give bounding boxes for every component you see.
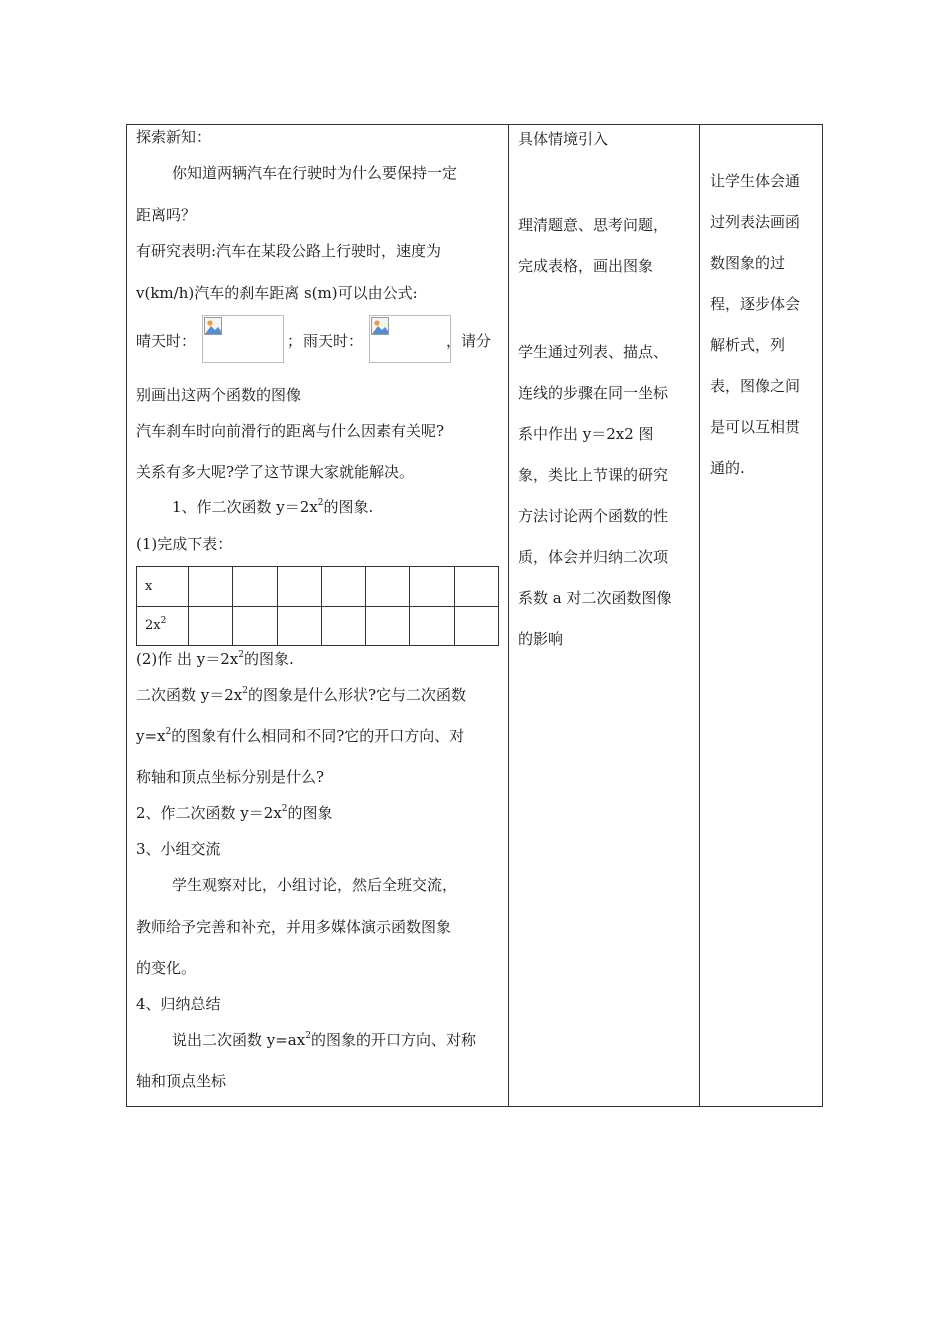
middle-line: 具体情境引入 (518, 130, 609, 148)
table-cell (233, 567, 277, 607)
rainy-label: 雨天时： (303, 332, 364, 350)
subheading: (1)完成下表： (136, 535, 233, 553)
paragraph-line: 教师给予完善和补充，并用多媒体演示函数图象 (136, 918, 452, 936)
table-row (137, 606, 499, 646)
step-3: 3、小组交流 (136, 840, 221, 858)
paragraph-line: 你知道两辆汽车在行驶时为什么要保持一定 (172, 164, 458, 182)
paragraph-line: 二次函数 $y=2x^2$的图象是什么形状?它与二次函数 (136, 686, 467, 704)
table-cell (233, 606, 277, 646)
right-line: 数图象的过 (710, 254, 786, 272)
rainy-formula-image (369, 315, 451, 363)
table-cell (189, 606, 233, 646)
table-cell: x (137, 567, 189, 607)
table-cell (410, 606, 454, 646)
paragraph-line: 关系有多大呢?学了这节课大家就能解决。 (136, 463, 415, 481)
value-table (136, 566, 499, 646)
sunny-label: 晴天时： (136, 332, 197, 350)
right-line: 程，逐步体会 (710, 295, 801, 313)
right-line: 让学生体会通 (710, 172, 801, 190)
step-1: 1、作二次函数 $y=2x^2$的图象. (172, 498, 374, 516)
middle-line: 质，体会并归纳二次项 (518, 548, 669, 566)
middle-line: 理清题意、思考问题， (518, 216, 669, 234)
right-line: 是可以互相贯 (710, 418, 801, 436)
paragraph-line: v(km/h)汽车的刹车距离 s(m)可以由公式: (136, 284, 418, 302)
table-row (137, 567, 499, 607)
table-cell (277, 606, 321, 646)
paragraph-line: 有研究表明:汽车在某段公路上行驶时，速度为 (136, 242, 442, 260)
paragraph-line: 学生观察对比，小组讨论，然后全班交流， (172, 876, 458, 894)
section-heading: 探索新知： (136, 128, 212, 146)
middle-line: 连线的步骤在同一坐标 (518, 384, 669, 402)
sunny-formula-image (202, 315, 284, 363)
broken-image-icon (204, 317, 222, 335)
table-cell (410, 567, 454, 607)
table-cell (366, 567, 410, 607)
step-4: 4、归纳总结 (136, 995, 221, 1013)
column-divider-2 (699, 124, 700, 1107)
separator: ； (287, 332, 303, 350)
paragraph-line: $y=x^2$的图象有什么相同和不同?它的开口方向、对 (136, 727, 465, 745)
subheading: (2)作 出 $y=2x^2$的图象. (136, 650, 294, 668)
paragraph-line: 称轴和顶点坐标分别是什么? (136, 768, 325, 786)
right-line: 通的. (710, 459, 745, 477)
paragraph-line: 说出二次函数 $y=ax^2$的图象的开口方向、对称 (172, 1031, 476, 1049)
paragraph-line: 的变化。 (136, 959, 197, 977)
paragraph-line: 汽车刹车时向前滑行的距离与什么因素有关呢? (136, 422, 445, 440)
right-line: 解析式，列 (710, 336, 786, 354)
middle-line: 象，类比上节课的研究 (518, 466, 669, 484)
broken-image-icon (371, 317, 389, 335)
table-cell (454, 567, 498, 607)
table-cell (454, 606, 498, 646)
table-cell (366, 606, 410, 646)
right-line: 过列表法画函 (710, 213, 801, 231)
step-2: 2、作二次函数 $y=2x^2$的图象 (136, 804, 333, 822)
table-cell: $2x^2$ (137, 606, 189, 646)
table-cell (321, 567, 365, 607)
table-cell (189, 567, 233, 607)
paragraph-line: 距离吗？ (136, 206, 197, 224)
right-line: 表，图像之间 (710, 377, 801, 395)
middle-line: 系中作出 y＝2x2 图 (518, 425, 654, 443)
middle-line: 学生通过列表、描点、 (518, 343, 669, 361)
paragraph-line: 别画出这两个函数的图像 (136, 386, 302, 404)
table-cell (277, 567, 321, 607)
paragraph-line: 轴和顶点坐标 (136, 1072, 227, 1090)
middle-line: 完成表格，画出图象 (518, 257, 654, 275)
table-cell (321, 606, 365, 646)
middle-line: 的影响 (518, 630, 564, 648)
middle-line: 方法讨论两个函数的性 (518, 507, 669, 525)
column-divider-1 (508, 124, 509, 1107)
middle-line: 系数 a 对二次函数图像 (518, 589, 672, 607)
paragraph-line: ，请分 (446, 332, 492, 350)
